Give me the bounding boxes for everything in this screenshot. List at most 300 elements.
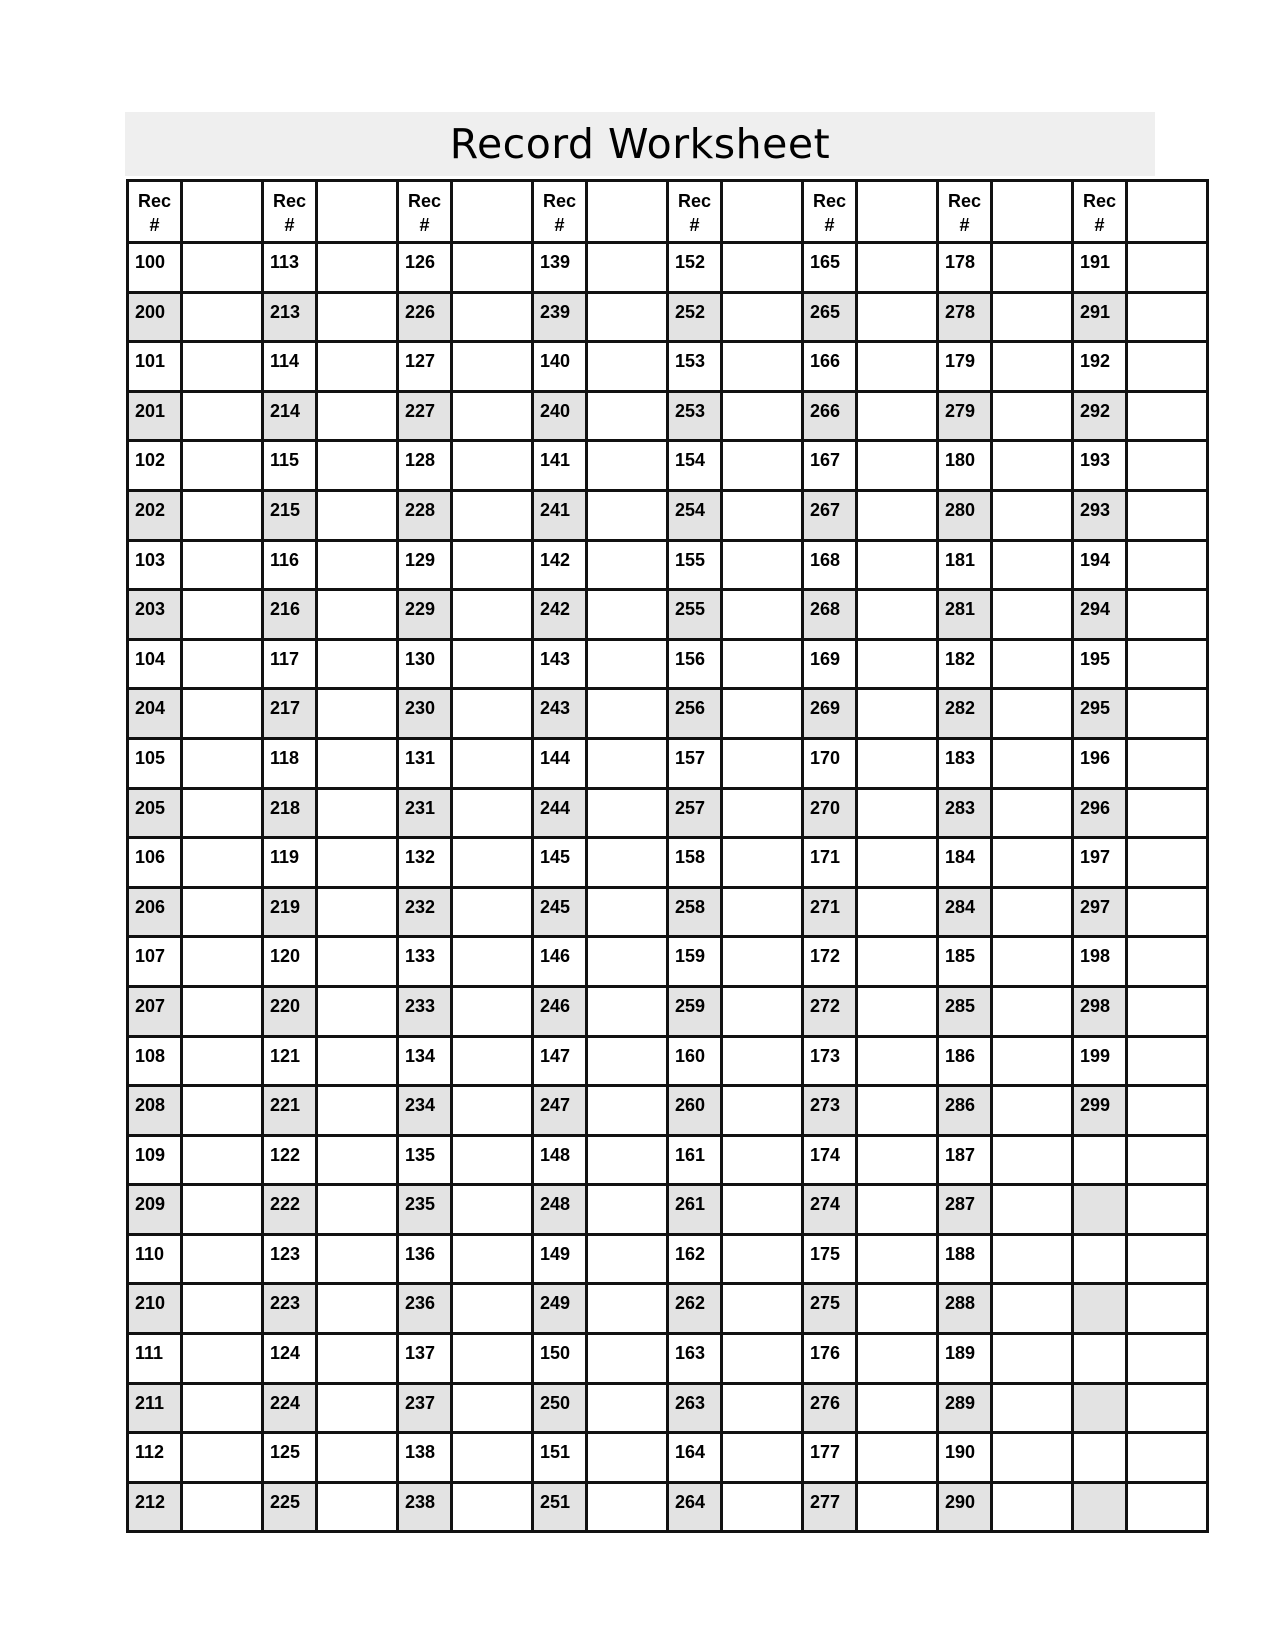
entry-cell[interactable] bbox=[182, 986, 263, 1036]
entry-cell[interactable] bbox=[1127, 441, 1208, 491]
entry-cell[interactable] bbox=[317, 838, 398, 888]
record-number-cell: 124 bbox=[263, 1334, 317, 1384]
entry-cell[interactable] bbox=[992, 391, 1073, 441]
entry-cell[interactable] bbox=[992, 1334, 1073, 1384]
entry-cell[interactable] bbox=[722, 1185, 803, 1235]
entry-cell[interactable] bbox=[992, 937, 1073, 987]
entry-cell[interactable] bbox=[317, 1334, 398, 1384]
entry-cell[interactable] bbox=[722, 441, 803, 491]
entry-cell[interactable] bbox=[317, 540, 398, 590]
record-number-cell: 264 bbox=[668, 1482, 722, 1532]
entry-cell[interactable] bbox=[317, 441, 398, 491]
entry-cell[interactable] bbox=[722, 540, 803, 590]
entry-cell[interactable] bbox=[1127, 1234, 1208, 1284]
entry-cell[interactable] bbox=[722, 689, 803, 739]
rec-header-symbol: # bbox=[689, 215, 700, 235]
entry-cell[interactable] bbox=[857, 689, 938, 739]
entry-cell[interactable] bbox=[1127, 689, 1208, 739]
entry-cell[interactable] bbox=[587, 490, 668, 540]
entry-cell[interactable] bbox=[722, 1383, 803, 1433]
record-number-cell: 150 bbox=[533, 1334, 587, 1384]
entry-cell[interactable] bbox=[317, 738, 398, 788]
entry-cell[interactable] bbox=[1127, 490, 1208, 540]
entry-cell[interactable] bbox=[587, 1086, 668, 1136]
entry-cell[interactable] bbox=[317, 1086, 398, 1136]
record-number-cell: 105 bbox=[128, 738, 182, 788]
rec-header-cell bbox=[398, 181, 452, 243]
entry-cell[interactable] bbox=[452, 937, 533, 987]
entry-cell[interactable] bbox=[587, 887, 668, 937]
rec-header-cell bbox=[803, 181, 857, 243]
entry-cell[interactable] bbox=[452, 292, 533, 342]
table-row bbox=[128, 738, 1208, 788]
entry-cell[interactable] bbox=[182, 738, 263, 788]
entry-cell[interactable] bbox=[587, 738, 668, 788]
entry-cell[interactable] bbox=[857, 292, 938, 342]
record-number-cell: 224 bbox=[263, 1383, 317, 1433]
entry-cell[interactable] bbox=[182, 243, 263, 293]
entry-cell[interactable] bbox=[587, 342, 668, 392]
entry-cell[interactable] bbox=[992, 788, 1073, 838]
entry-cell[interactable] bbox=[317, 292, 398, 342]
record-number-cell: 246 bbox=[533, 986, 587, 1036]
entry-cell[interactable] bbox=[452, 1433, 533, 1483]
entry-cell[interactable] bbox=[722, 391, 803, 441]
entry-cell[interactable] bbox=[587, 1433, 668, 1483]
entry-cell[interactable] bbox=[587, 788, 668, 838]
entry-cell[interactable] bbox=[722, 1334, 803, 1384]
entry-cell[interactable] bbox=[992, 441, 1073, 491]
entry-cell[interactable] bbox=[317, 1433, 398, 1483]
entry-cell[interactable] bbox=[722, 887, 803, 937]
entry-cell[interactable] bbox=[1127, 1086, 1208, 1136]
record-number-cell: 227 bbox=[398, 391, 452, 441]
entry-cell[interactable] bbox=[182, 1185, 263, 1235]
entry-cell[interactable] bbox=[182, 590, 263, 640]
entry-cell[interactable] bbox=[317, 342, 398, 392]
entry-cell[interactable] bbox=[992, 738, 1073, 788]
entry-cell[interactable] bbox=[722, 838, 803, 888]
entry-cell[interactable] bbox=[587, 689, 668, 739]
page-title: Record Worksheet bbox=[449, 120, 831, 168]
entry-cell[interactable] bbox=[722, 1036, 803, 1086]
record-number-cell: 255 bbox=[668, 590, 722, 640]
entry-cell[interactable] bbox=[722, 292, 803, 342]
entry-cell[interactable] bbox=[452, 639, 533, 689]
entry-cell[interactable] bbox=[857, 1135, 938, 1185]
record-number-cell: 196 bbox=[1073, 738, 1127, 788]
record-number-cell: 280 bbox=[938, 490, 992, 540]
entry-cell[interactable] bbox=[317, 1135, 398, 1185]
record-number-cell: 200 bbox=[128, 292, 182, 342]
record-number-cell: 176 bbox=[803, 1334, 857, 1384]
entry-cell[interactable] bbox=[992, 689, 1073, 739]
entry-cell[interactable] bbox=[857, 937, 938, 987]
entry-cell[interactable] bbox=[182, 1135, 263, 1185]
entry-cell[interactable] bbox=[587, 391, 668, 441]
entry-cell[interactable] bbox=[452, 1234, 533, 1284]
record-number-cell: 132 bbox=[398, 838, 452, 888]
entry-cell[interactable] bbox=[722, 590, 803, 640]
entry-cell[interactable] bbox=[452, 838, 533, 888]
rec-header-symbol: # bbox=[959, 215, 970, 235]
entry-cell[interactable] bbox=[587, 1383, 668, 1433]
entry-cell[interactable] bbox=[992, 887, 1073, 937]
table-row bbox=[128, 788, 1208, 838]
entry-cell[interactable] bbox=[992, 490, 1073, 540]
entry-cell[interactable] bbox=[452, 490, 533, 540]
entry-cell[interactable] bbox=[452, 986, 533, 1036]
entry-cell[interactable] bbox=[1127, 838, 1208, 888]
record-number-cell: 140 bbox=[533, 342, 587, 392]
entry-cell[interactable] bbox=[722, 986, 803, 1036]
record-number-cell: 133 bbox=[398, 937, 452, 987]
entry-cell[interactable] bbox=[857, 887, 938, 937]
entry-cell[interactable] bbox=[317, 1383, 398, 1433]
rec-header-cell bbox=[128, 181, 182, 243]
record-number-cell: 112 bbox=[128, 1433, 182, 1483]
entry-cell[interactable] bbox=[857, 1383, 938, 1433]
entry-cell[interactable] bbox=[182, 1036, 263, 1086]
entry-cell[interactable] bbox=[587, 590, 668, 640]
entry-cell[interactable] bbox=[722, 639, 803, 689]
entry-cell[interactable] bbox=[182, 1086, 263, 1136]
entry-header-cell bbox=[857, 181, 938, 243]
record-number-cell: 211 bbox=[128, 1383, 182, 1433]
entry-cell[interactable] bbox=[452, 689, 533, 739]
entry-cell[interactable] bbox=[182, 490, 263, 540]
record-number-cell: 204 bbox=[128, 689, 182, 739]
entry-cell[interactable] bbox=[317, 1036, 398, 1086]
entry-cell[interactable] bbox=[722, 738, 803, 788]
entry-cell[interactable] bbox=[722, 342, 803, 392]
record-number-cell: 125 bbox=[263, 1433, 317, 1483]
record-number-cell: 262 bbox=[668, 1284, 722, 1334]
entry-cell[interactable] bbox=[1127, 342, 1208, 392]
entry-cell[interactable] bbox=[452, 887, 533, 937]
entry-cell[interactable] bbox=[857, 986, 938, 1036]
entry-cell[interactable] bbox=[317, 1284, 398, 1334]
record-number-cell: 190 bbox=[938, 1433, 992, 1483]
entry-cell[interactable] bbox=[182, 292, 263, 342]
record-number-cell: 179 bbox=[938, 342, 992, 392]
entry-cell[interactable] bbox=[182, 838, 263, 888]
record-number-cell: 139 bbox=[533, 243, 587, 293]
entry-cell[interactable] bbox=[1127, 986, 1208, 1036]
entry-cell[interactable] bbox=[1127, 937, 1208, 987]
entry-cell[interactable] bbox=[452, 1086, 533, 1136]
entry-cell[interactable] bbox=[722, 1086, 803, 1136]
entry-cell[interactable] bbox=[992, 590, 1073, 640]
entry-cell[interactable] bbox=[182, 1433, 263, 1483]
entry-cell[interactable] bbox=[452, 738, 533, 788]
entry-cell[interactable] bbox=[1127, 887, 1208, 937]
entry-cell[interactable] bbox=[992, 986, 1073, 1036]
record-number-cell: 197 bbox=[1073, 838, 1127, 888]
record-number-cell: 162 bbox=[668, 1234, 722, 1284]
table-row bbox=[128, 887, 1208, 937]
entry-cell[interactable] bbox=[587, 292, 668, 342]
entry-cell[interactable] bbox=[992, 292, 1073, 342]
record-number-cell: 192 bbox=[1073, 342, 1127, 392]
entry-cell[interactable] bbox=[1127, 243, 1208, 293]
entry-header-cell bbox=[587, 181, 668, 243]
entry-cell[interactable] bbox=[317, 887, 398, 937]
entry-cell[interactable] bbox=[452, 243, 533, 293]
entry-cell[interactable] bbox=[1127, 1482, 1208, 1532]
entry-cell[interactable] bbox=[1127, 391, 1208, 441]
record-number-cell: 253 bbox=[668, 391, 722, 441]
rec-header-cell bbox=[668, 181, 722, 243]
record-number-cell bbox=[1073, 1284, 1127, 1334]
entry-cell[interactable] bbox=[992, 1433, 1073, 1483]
entry-cell[interactable] bbox=[857, 738, 938, 788]
entry-cell[interactable] bbox=[857, 788, 938, 838]
entry-cell[interactable] bbox=[587, 1284, 668, 1334]
record-number-cell: 173 bbox=[803, 1036, 857, 1086]
rec-header-label: Rec bbox=[407, 191, 442, 211]
entry-cell[interactable] bbox=[587, 441, 668, 491]
entry-cell[interactable] bbox=[587, 838, 668, 888]
entry-cell[interactable] bbox=[182, 1383, 263, 1433]
entry-cell[interactable] bbox=[857, 490, 938, 540]
table-row bbox=[128, 1185, 1208, 1235]
entry-cell[interactable] bbox=[452, 1383, 533, 1433]
record-number-cell bbox=[1073, 1482, 1127, 1532]
entry-cell[interactable] bbox=[317, 243, 398, 293]
entry-cell[interactable] bbox=[587, 540, 668, 590]
entry-cell[interactable] bbox=[317, 689, 398, 739]
entry-cell[interactable] bbox=[1127, 1135, 1208, 1185]
entry-cell[interactable] bbox=[857, 1185, 938, 1235]
entry-cell[interactable] bbox=[992, 639, 1073, 689]
record-number-cell: 148 bbox=[533, 1135, 587, 1185]
entry-cell[interactable] bbox=[992, 1086, 1073, 1136]
entry-cell[interactable] bbox=[992, 1234, 1073, 1284]
entry-cell[interactable] bbox=[317, 1482, 398, 1532]
record-number-cell: 147 bbox=[533, 1036, 587, 1086]
record-number-cell: 164 bbox=[668, 1433, 722, 1483]
entry-cell[interactable] bbox=[587, 937, 668, 987]
entry-cell[interactable] bbox=[992, 1185, 1073, 1235]
table-row bbox=[128, 1433, 1208, 1483]
record-number-cell: 202 bbox=[128, 490, 182, 540]
entry-cell[interactable] bbox=[317, 1185, 398, 1235]
entry-header-cell bbox=[1127, 181, 1208, 243]
entry-cell[interactable] bbox=[587, 1185, 668, 1235]
entry-cell[interactable] bbox=[992, 1482, 1073, 1532]
entry-cell[interactable] bbox=[992, 1135, 1073, 1185]
entry-cell[interactable] bbox=[857, 838, 938, 888]
entry-cell[interactable] bbox=[1127, 1383, 1208, 1433]
entry-cell[interactable] bbox=[1127, 540, 1208, 590]
entry-cell[interactable] bbox=[722, 1433, 803, 1483]
record-number-cell: 195 bbox=[1073, 639, 1127, 689]
entry-cell[interactable] bbox=[992, 1383, 1073, 1433]
record-number-cell: 245 bbox=[533, 887, 587, 937]
entry-cell[interactable] bbox=[317, 391, 398, 441]
record-number-cell: 259 bbox=[668, 986, 722, 1036]
record-number-cell: 206 bbox=[128, 887, 182, 937]
record-number-cell: 266 bbox=[803, 391, 857, 441]
entry-cell[interactable] bbox=[182, 540, 263, 590]
rec-header-symbol: # bbox=[149, 215, 160, 235]
entry-cell[interactable] bbox=[992, 1036, 1073, 1086]
entry-cell[interactable] bbox=[452, 342, 533, 392]
record-number-cell: 123 bbox=[263, 1234, 317, 1284]
record-number-cell: 126 bbox=[398, 243, 452, 293]
entry-cell[interactable] bbox=[587, 1482, 668, 1532]
entry-cell[interactable] bbox=[317, 937, 398, 987]
entry-cell[interactable] bbox=[587, 1135, 668, 1185]
entry-cell[interactable] bbox=[182, 391, 263, 441]
table-row bbox=[128, 986, 1208, 1036]
entry-cell[interactable] bbox=[452, 1334, 533, 1384]
entry-cell[interactable] bbox=[587, 1234, 668, 1284]
entry-cell[interactable] bbox=[182, 887, 263, 937]
entry-cell[interactable] bbox=[182, 1234, 263, 1284]
entry-cell[interactable] bbox=[452, 1185, 533, 1235]
entry-cell[interactable] bbox=[182, 689, 263, 739]
entry-cell[interactable] bbox=[722, 937, 803, 987]
entry-cell[interactable] bbox=[452, 1284, 533, 1334]
entry-cell[interactable] bbox=[857, 391, 938, 441]
entry-cell[interactable] bbox=[857, 1334, 938, 1384]
entry-cell[interactable] bbox=[317, 1234, 398, 1284]
record-number-cell bbox=[1073, 1135, 1127, 1185]
entry-cell[interactable] bbox=[722, 1284, 803, 1334]
rec-header-cell bbox=[1073, 181, 1127, 243]
entry-cell[interactable] bbox=[317, 986, 398, 1036]
entry-cell[interactable] bbox=[452, 1135, 533, 1185]
entry-cell[interactable] bbox=[452, 1482, 533, 1532]
record-number-cell: 154 bbox=[668, 441, 722, 491]
entry-cell[interactable] bbox=[992, 540, 1073, 590]
record-number-cell: 260 bbox=[668, 1086, 722, 1136]
entry-cell[interactable] bbox=[452, 1036, 533, 1086]
entry-cell[interactable] bbox=[182, 1482, 263, 1532]
entry-cell[interactable] bbox=[587, 639, 668, 689]
entry-cell[interactable] bbox=[992, 1284, 1073, 1334]
record-number-cell: 188 bbox=[938, 1234, 992, 1284]
record-number-cell: 231 bbox=[398, 788, 452, 838]
entry-cell[interactable] bbox=[587, 986, 668, 1036]
record-number-cell: 167 bbox=[803, 441, 857, 491]
table-row bbox=[128, 1334, 1208, 1384]
entry-cell[interactable] bbox=[182, 1334, 263, 1384]
rec-header-label: Rec bbox=[137, 191, 172, 211]
entry-cell[interactable] bbox=[857, 1284, 938, 1334]
entry-cell[interactable] bbox=[587, 243, 668, 293]
entry-cell[interactable] bbox=[452, 441, 533, 491]
entry-cell[interactable] bbox=[857, 1036, 938, 1086]
entry-cell[interactable] bbox=[857, 243, 938, 293]
entry-cell[interactable] bbox=[857, 540, 938, 590]
record-number-cell: 289 bbox=[938, 1383, 992, 1433]
entry-cell[interactable] bbox=[452, 590, 533, 640]
entry-cell[interactable] bbox=[1127, 788, 1208, 838]
entry-cell[interactable] bbox=[1127, 639, 1208, 689]
entry-cell[interactable] bbox=[857, 639, 938, 689]
entry-cell[interactable] bbox=[182, 937, 263, 987]
entry-cell[interactable] bbox=[857, 1482, 938, 1532]
record-number-cell: 145 bbox=[533, 838, 587, 888]
entry-cell[interactable] bbox=[182, 639, 263, 689]
entry-cell[interactable] bbox=[182, 788, 263, 838]
entry-cell[interactable] bbox=[1127, 1433, 1208, 1483]
entry-cell[interactable] bbox=[992, 342, 1073, 392]
entry-cell[interactable] bbox=[587, 1334, 668, 1384]
entry-cell[interactable] bbox=[1127, 292, 1208, 342]
record-number-cell: 282 bbox=[938, 689, 992, 739]
entry-cell[interactable] bbox=[857, 590, 938, 640]
entry-cell[interactable] bbox=[722, 1234, 803, 1284]
entry-cell[interactable] bbox=[722, 490, 803, 540]
record-number-cell: 117 bbox=[263, 639, 317, 689]
record-number-cell: 177 bbox=[803, 1433, 857, 1483]
record-number-cell: 163 bbox=[668, 1334, 722, 1384]
entry-cell[interactable] bbox=[317, 590, 398, 640]
table-row bbox=[128, 1482, 1208, 1532]
entry-cell[interactable] bbox=[722, 1482, 803, 1532]
record-number-cell: 168 bbox=[803, 540, 857, 590]
record-number-cell: 269 bbox=[803, 689, 857, 739]
entry-cell[interactable] bbox=[317, 639, 398, 689]
entry-cell[interactable] bbox=[452, 540, 533, 590]
record-number-cell: 276 bbox=[803, 1383, 857, 1433]
entry-cell[interactable] bbox=[1127, 590, 1208, 640]
entry-cell[interactable] bbox=[182, 441, 263, 491]
entry-cell[interactable] bbox=[857, 342, 938, 392]
entry-cell[interactable] bbox=[317, 490, 398, 540]
entry-cell[interactable] bbox=[452, 788, 533, 838]
record-number-cell: 267 bbox=[803, 490, 857, 540]
entry-cell[interactable] bbox=[722, 243, 803, 293]
entry-cell[interactable] bbox=[1127, 1284, 1208, 1334]
record-number-cell: 121 bbox=[263, 1036, 317, 1086]
record-number-cell: 141 bbox=[533, 441, 587, 491]
entry-cell[interactable] bbox=[452, 391, 533, 441]
record-number-cell: 218 bbox=[263, 788, 317, 838]
rec-header-symbol: # bbox=[419, 215, 430, 235]
entry-cell[interactable] bbox=[182, 1284, 263, 1334]
entry-cell[interactable] bbox=[1127, 1334, 1208, 1384]
entry-cell[interactable] bbox=[1127, 1185, 1208, 1235]
entry-cell[interactable] bbox=[587, 1036, 668, 1086]
entry-cell[interactable] bbox=[722, 1135, 803, 1185]
record-number-cell: 156 bbox=[668, 639, 722, 689]
entry-cell[interactable] bbox=[857, 1086, 938, 1136]
entry-cell[interactable] bbox=[1127, 1036, 1208, 1086]
entry-cell[interactable] bbox=[857, 441, 938, 491]
entry-cell[interactable] bbox=[857, 1234, 938, 1284]
entry-cell[interactable] bbox=[992, 243, 1073, 293]
entry-cell[interactable] bbox=[317, 788, 398, 838]
table-row bbox=[128, 1383, 1208, 1433]
entry-cell[interactable] bbox=[182, 342, 263, 392]
table-row bbox=[128, 243, 1208, 293]
record-number-cell: 286 bbox=[938, 1086, 992, 1136]
record-number-cell: 114 bbox=[263, 342, 317, 392]
entry-cell[interactable] bbox=[722, 788, 803, 838]
entry-cell[interactable] bbox=[857, 1433, 938, 1483]
entry-cell[interactable] bbox=[1127, 738, 1208, 788]
record-number-cell: 115 bbox=[263, 441, 317, 491]
entry-cell[interactable] bbox=[992, 838, 1073, 888]
entry-header-cell bbox=[182, 181, 263, 243]
rec-header-symbol: # bbox=[284, 215, 295, 235]
record-number-cell bbox=[1073, 1433, 1127, 1483]
